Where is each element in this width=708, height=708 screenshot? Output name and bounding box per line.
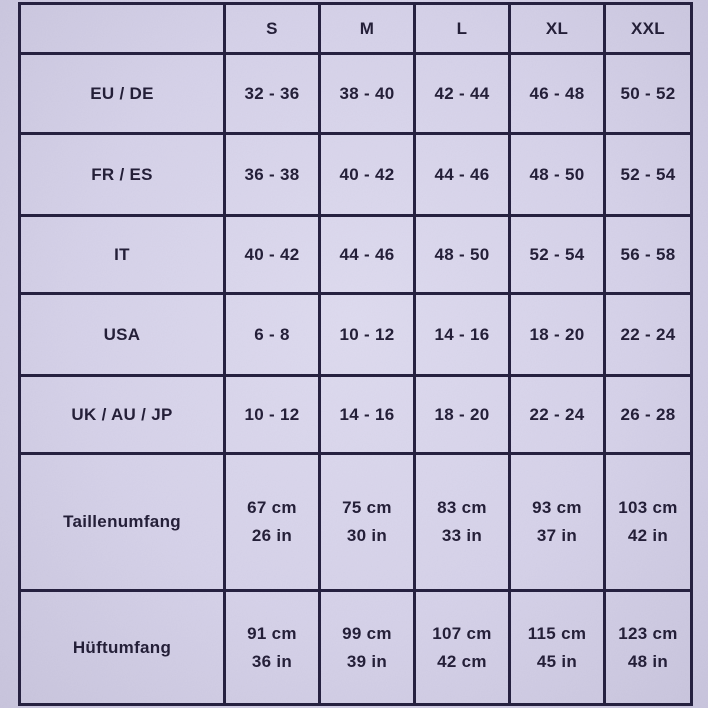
row-label: Taillenumfang <box>20 454 225 591</box>
table-cell: 14 - 16 <box>320 376 415 454</box>
cell-line-cm: 103 cm <box>618 498 678 517</box>
table-cell: 46 - 48 <box>510 54 605 134</box>
cell-line-in: 42 in <box>627 526 669 545</box>
table-cell: 42 - 44 <box>415 54 510 134</box>
cell-line-cm: 75 cm <box>342 498 392 517</box>
cell-line-cm: 91 cm <box>247 623 297 643</box>
cell-line-cm: 83 cm <box>437 498 487 517</box>
table-cell: 40 - 42 <box>320 134 415 216</box>
table-row-fr-es <box>20 134 692 216</box>
header-row <box>20 4 692 54</box>
table-row-uk-au-jp <box>20 376 692 454</box>
cell-line-in: 37 in <box>536 526 578 545</box>
table-cell: 44 - 46 <box>415 134 510 216</box>
column-header-s: S <box>225 4 320 54</box>
cell-line-in: 48 in <box>627 651 669 671</box>
table-cell: 44 - 46 <box>320 216 415 294</box>
table-cell: 38 - 40 <box>320 54 415 134</box>
row-label: UK / AU / JP <box>20 376 225 454</box>
row-label: EU / DE <box>20 54 225 134</box>
row-label: Hüftumfang <box>20 591 225 705</box>
table-cell: 6 - 8 <box>225 294 320 376</box>
table-cell <box>605 454 692 591</box>
cell-line-cm: 123 cm <box>618 623 678 643</box>
table-cell: 40 - 42 <box>225 216 320 294</box>
row-label: USA <box>20 294 225 376</box>
table-cell: 14 - 16 <box>415 294 510 376</box>
column-header-m: M <box>320 4 415 54</box>
row-label: IT <box>20 216 225 294</box>
table-cell <box>320 454 415 591</box>
cell-line-in: 30 in <box>346 526 388 545</box>
table-cell: 48 - 50 <box>510 134 605 216</box>
cell-line-cm: 107 cm <box>432 623 492 643</box>
table-cell: 18 - 20 <box>415 376 510 454</box>
table-cell <box>225 454 320 591</box>
table-cell <box>320 591 415 705</box>
table-cell: 52 - 54 <box>605 134 692 216</box>
table-cell <box>510 454 605 591</box>
table-cell: 52 - 54 <box>510 216 605 294</box>
cell-line-cm: 67 cm <box>247 498 297 517</box>
table-row-eu-de <box>20 54 692 134</box>
column-header-xl: XL <box>510 4 605 54</box>
size-chart-table <box>18 2 693 706</box>
cell-line-in: 42 cm <box>437 651 487 671</box>
table-row-hueftumfang <box>20 591 692 705</box>
table-cell: 10 - 12 <box>225 376 320 454</box>
cell-line-in: 36 in <box>251 651 293 671</box>
table-row-usa <box>20 294 692 376</box>
cell-line-in: 33 in <box>441 526 483 545</box>
cell-line-cm: 115 cm <box>527 623 587 643</box>
table-cell <box>225 591 320 705</box>
cell-line-cm: 93 cm <box>532 498 582 517</box>
cell-line-in: 45 in <box>536 651 578 671</box>
cell-line-cm: 99 cm <box>342 623 392 643</box>
table-row-it <box>20 216 692 294</box>
table-cell: 48 - 50 <box>415 216 510 294</box>
column-header-l: L <box>415 4 510 54</box>
table-cell: 32 - 36 <box>225 54 320 134</box>
cell-line-in: 26 in <box>251 526 293 545</box>
table-cell: 26 - 28 <box>605 376 692 454</box>
table-cell: 36 - 38 <box>225 134 320 216</box>
table-cell <box>415 591 510 705</box>
table-cell: 18 - 20 <box>510 294 605 376</box>
table-cell: 56 - 58 <box>605 216 692 294</box>
table-cell <box>605 591 692 705</box>
column-header-xxl: XXL <box>605 4 692 54</box>
table-cell <box>415 454 510 591</box>
table-cell: 22 - 24 <box>605 294 692 376</box>
row-label: FR / ES <box>20 134 225 216</box>
table-cell: 50 - 52 <box>605 54 692 134</box>
table-row-taillenumfang <box>20 454 692 591</box>
corner-cell <box>20 4 225 54</box>
table-cell: 22 - 24 <box>510 376 605 454</box>
cell-line-in: 39 in <box>346 651 388 671</box>
table-cell <box>510 591 605 705</box>
table-cell: 10 - 12 <box>320 294 415 376</box>
